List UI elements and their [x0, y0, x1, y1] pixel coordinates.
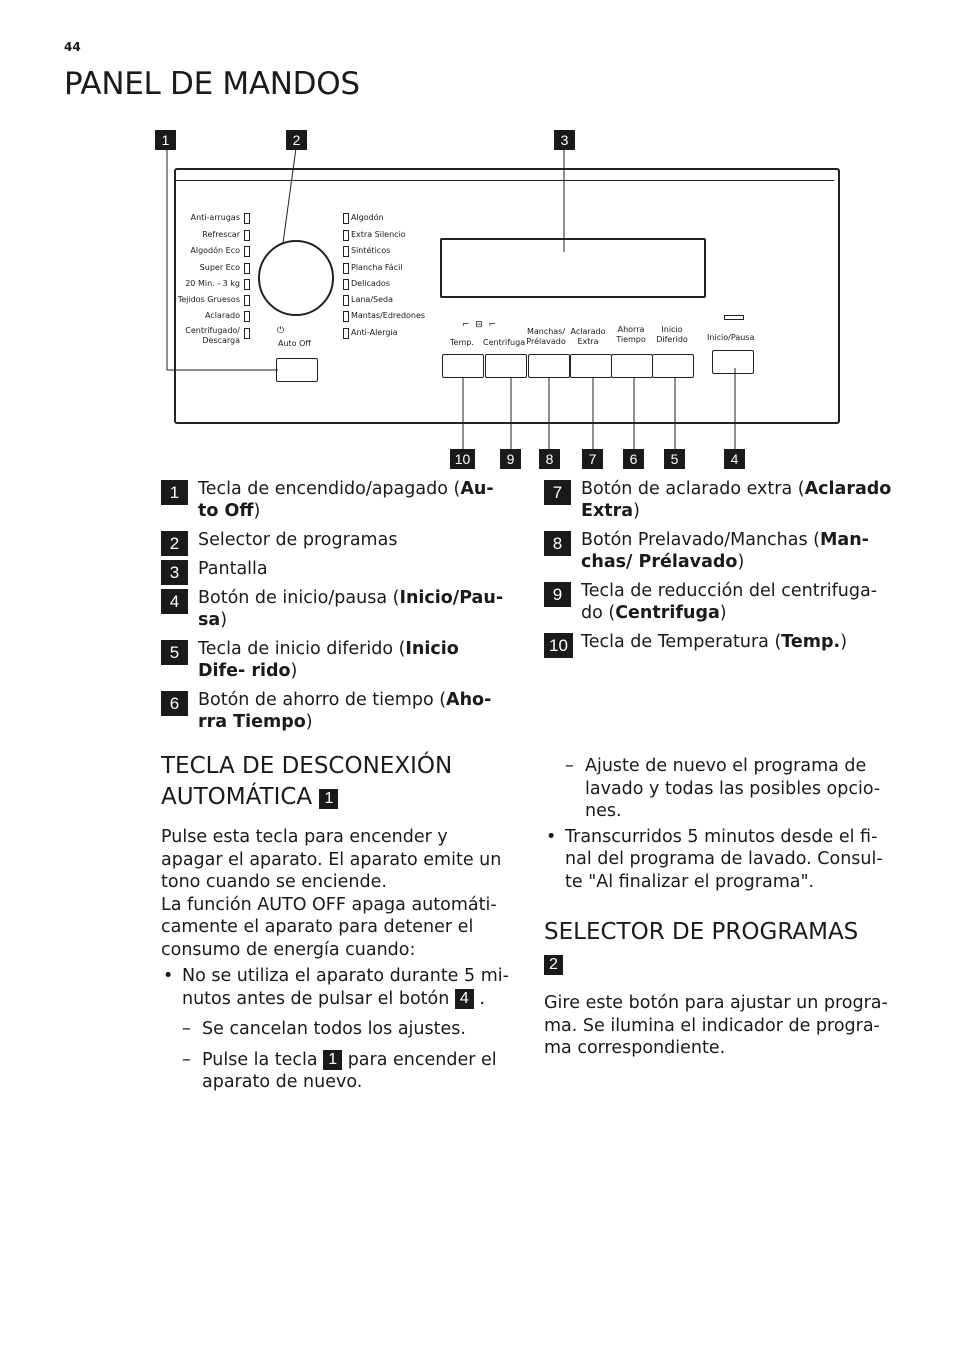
section-body-auto-off-cont	[544, 755, 894, 893]
button-label-rinse: Aclarado Extra	[570, 327, 606, 346]
legend-after: )	[737, 552, 745, 572]
legend-bold: Aclarado Extra	[581, 479, 892, 521]
legend-item-7	[544, 478, 894, 522]
legend-badge: 1	[161, 480, 188, 505]
program-label: Anti-arrugas	[190, 213, 240, 222]
paragraph: Gire este botón para ajustar un progra- ma. Se ilumina el indicador de progra- ma correspondiente.	[544, 993, 888, 1058]
section-heading-auto-off	[161, 751, 491, 813]
callout-6: 6	[623, 449, 644, 469]
page-title: PANEL DE MANDOS	[64, 66, 360, 102]
program-led	[244, 279, 250, 290]
bullet-text: No se utiliza el aparato durante 5 mi- nutos antes de pulsar el botón	[182, 966, 509, 1009]
program-label: 20 Min. - 3 kg	[185, 279, 240, 288]
program-led	[343, 295, 349, 306]
legend-after: )	[290, 661, 298, 681]
program-label: Mantas/Edredones	[351, 311, 426, 320]
program-led	[343, 263, 349, 274]
program-led	[244, 263, 250, 274]
page-number: 44	[64, 40, 81, 54]
legend-bold: Temp.	[781, 632, 841, 652]
legend-text: Tecla de reducción del centrifuga- do (	[581, 581, 878, 623]
paragraph: Pulse esta tecla para encender y apagar el aparato. El aparato emite un tono cuando se enciende.	[161, 827, 502, 892]
program-led	[343, 328, 349, 339]
program-label: Plancha Fácil	[351, 263, 403, 272]
start-pause-led	[724, 315, 744, 320]
inline-badge: 1	[323, 1050, 342, 1070]
legend-text: Tecla de encendido/apagado (	[198, 479, 461, 499]
button-label-start: Inicio/Pausa	[707, 333, 755, 342]
legend-item-3	[161, 558, 511, 580]
callout-3: 3	[554, 130, 575, 150]
program-label: Lana/Seda	[351, 295, 394, 304]
legend-item-5	[161, 638, 511, 682]
legend-bold: Inicio/Pau- sa	[198, 588, 504, 630]
temp-icons: ⌐ ⊟ ⌐	[462, 320, 497, 330]
program-led	[244, 311, 250, 322]
button-label-stains: Manchas/ Prélavado	[526, 327, 566, 346]
legend-after: )	[220, 610, 228, 630]
legend-after: )	[719, 603, 727, 623]
extra-rinse-button[interactable]	[570, 354, 612, 378]
legend-text: Tecla de Temperatura (	[581, 632, 782, 652]
legend-item-10	[544, 631, 894, 653]
program-led	[244, 230, 250, 241]
program-led	[343, 213, 349, 224]
program-led	[343, 230, 349, 241]
legend-badge: 8	[544, 531, 571, 556]
program-label: Centrifugado/ Descarga	[185, 326, 240, 345]
panel-top-line	[174, 180, 834, 181]
bullet-text: Transcurridos 5 minutos desde el fi- nal del programa de lavado. Consul- te "Al finalizar el programa".	[565, 826, 883, 892]
program-label: Anti-Alergia	[351, 328, 398, 337]
display-screen	[440, 238, 706, 298]
button-label-spin: Centrifuga	[483, 338, 526, 347]
legend-item-1	[161, 478, 511, 522]
section-heading-program-selector	[544, 917, 884, 979]
legend-after: )	[253, 501, 261, 521]
time-save-button[interactable]	[611, 354, 653, 378]
section-heading-text: TECLA DE DESCONEXIÓN AUTOMÁTICA	[161, 753, 453, 810]
legend-badge: 4	[161, 589, 188, 614]
control-panel-diagram	[150, 128, 850, 478]
program-led	[343, 279, 349, 290]
legend-right	[544, 478, 894, 660]
stains-button[interactable]	[528, 354, 570, 378]
program-led	[244, 328, 250, 339]
dash-item: – Pulse la tecla 1 para encender el aparato de nuevo.	[182, 1049, 497, 1092]
program-label: Tejidos Gruesos	[177, 295, 240, 304]
button-label-temp: Temp.	[450, 338, 474, 347]
legend-badge: 7	[544, 480, 571, 505]
legend-text: Botón de aclarado extra (	[581, 479, 805, 499]
dash-item: – Ajuste de nuevo el programa de lavado y todas las posibles opcio- nes.	[565, 756, 881, 821]
legend-text: Tecla de inicio diferido (	[198, 639, 406, 659]
bullet-item	[161, 965, 513, 1010]
program-led	[244, 213, 250, 224]
program-label: Algodón	[351, 213, 384, 222]
program-label: Sintéticos	[351, 246, 391, 255]
legend-after: )	[305, 712, 313, 732]
inline-badge: 4	[455, 989, 474, 1009]
callout-7: 7	[582, 449, 603, 469]
legend-text: Pantalla	[198, 559, 268, 579]
callout-5: 5	[664, 449, 685, 469]
section-badge: 1	[319, 789, 338, 809]
section-badge: 2	[544, 955, 563, 975]
bullet-end: .	[479, 988, 485, 1009]
legend-item-6	[161, 689, 511, 733]
dash-text: Se cancelan todos los ajustes.	[202, 1019, 466, 1039]
button-label-time-save: Ahorra Tiempo	[616, 325, 646, 344]
auto-off-label: Auto Off	[278, 339, 311, 348]
start-pause-button[interactable]	[712, 350, 754, 374]
program-label: Delicados	[351, 279, 390, 288]
program-led	[244, 246, 250, 257]
legend-bold: Aho- rra Tiempo	[198, 690, 492, 732]
callout-2: 2	[286, 130, 307, 150]
temp-button[interactable]	[442, 354, 484, 378]
delay-start-button[interactable]	[652, 354, 694, 378]
legend-text: Selector de programas	[198, 530, 398, 550]
legend-badge: 2	[161, 531, 188, 556]
callout-9: 9	[500, 449, 521, 469]
legend-badge: 10	[544, 633, 573, 658]
legend-item-9	[544, 580, 894, 624]
dash-item: – Se cancelan todos los ajustes.	[182, 1019, 466, 1039]
paragraph: La función AUTO OFF apaga automáti- camente el aparato para detener el consumo de energía cuando:	[161, 894, 497, 960]
legend-after: )	[633, 501, 640, 521]
dash-text: Pulse la tecla	[202, 1049, 318, 1070]
callout-4: 4	[724, 449, 745, 469]
legend-item-8	[544, 529, 894, 573]
program-label: Aclarado	[204, 311, 240, 320]
section-body-auto-off	[161, 826, 513, 1094]
program-label: Algodón Eco	[190, 246, 240, 255]
legend-left	[161, 478, 511, 740]
legend-after: )	[840, 632, 848, 652]
program-led	[343, 311, 349, 322]
callout-1: 1	[155, 130, 176, 150]
button-label-delay: Inicio Diferido	[656, 325, 688, 344]
power-icon: ⏻	[277, 326, 285, 336]
callout-10: 10	[450, 449, 475, 469]
program-selector-dial[interactable]	[258, 240, 334, 316]
dash-text: para encender el aparato de nuevo.	[202, 1049, 497, 1092]
program-label: Extra Silencio	[351, 230, 406, 239]
legend-text: Botón de inicio/pausa (	[198, 588, 400, 608]
legend-badge: 9	[544, 582, 571, 607]
legend-text: Botón Prelavado/Manchas (	[581, 530, 820, 550]
legend-item-4	[161, 587, 511, 631]
dash-text: Ajuste de nuevo el programa de lavado y todas las posibles opcio- nes.	[585, 756, 881, 821]
legend-bold: Au- to Off	[198, 479, 494, 521]
legend-badge: 3	[161, 560, 188, 585]
section-body-program-selector	[544, 992, 894, 1060]
legend-text: Botón de ahorro de tiempo (	[198, 690, 447, 710]
program-label: Refrescar	[202, 230, 240, 239]
legend-bold: Inicio Dife- rido	[198, 639, 459, 681]
spin-button[interactable]	[485, 354, 527, 378]
auto-off-button[interactable]	[276, 358, 318, 382]
bullet-item	[544, 826, 894, 894]
legend-bold: Centrifuga	[615, 603, 720, 623]
program-led	[343, 246, 349, 257]
section-heading-text: SELECTOR DE PROGRAMAS	[544, 919, 859, 945]
legend-badge: 6	[161, 691, 188, 716]
legend-bold: Man- chas/ Prélavado	[581, 530, 869, 572]
program-led	[244, 295, 250, 306]
program-label: Super Eco	[199, 263, 240, 272]
callout-8: 8	[539, 449, 560, 469]
legend-badge: 5	[161, 640, 188, 665]
legend-item-2	[161, 529, 511, 551]
